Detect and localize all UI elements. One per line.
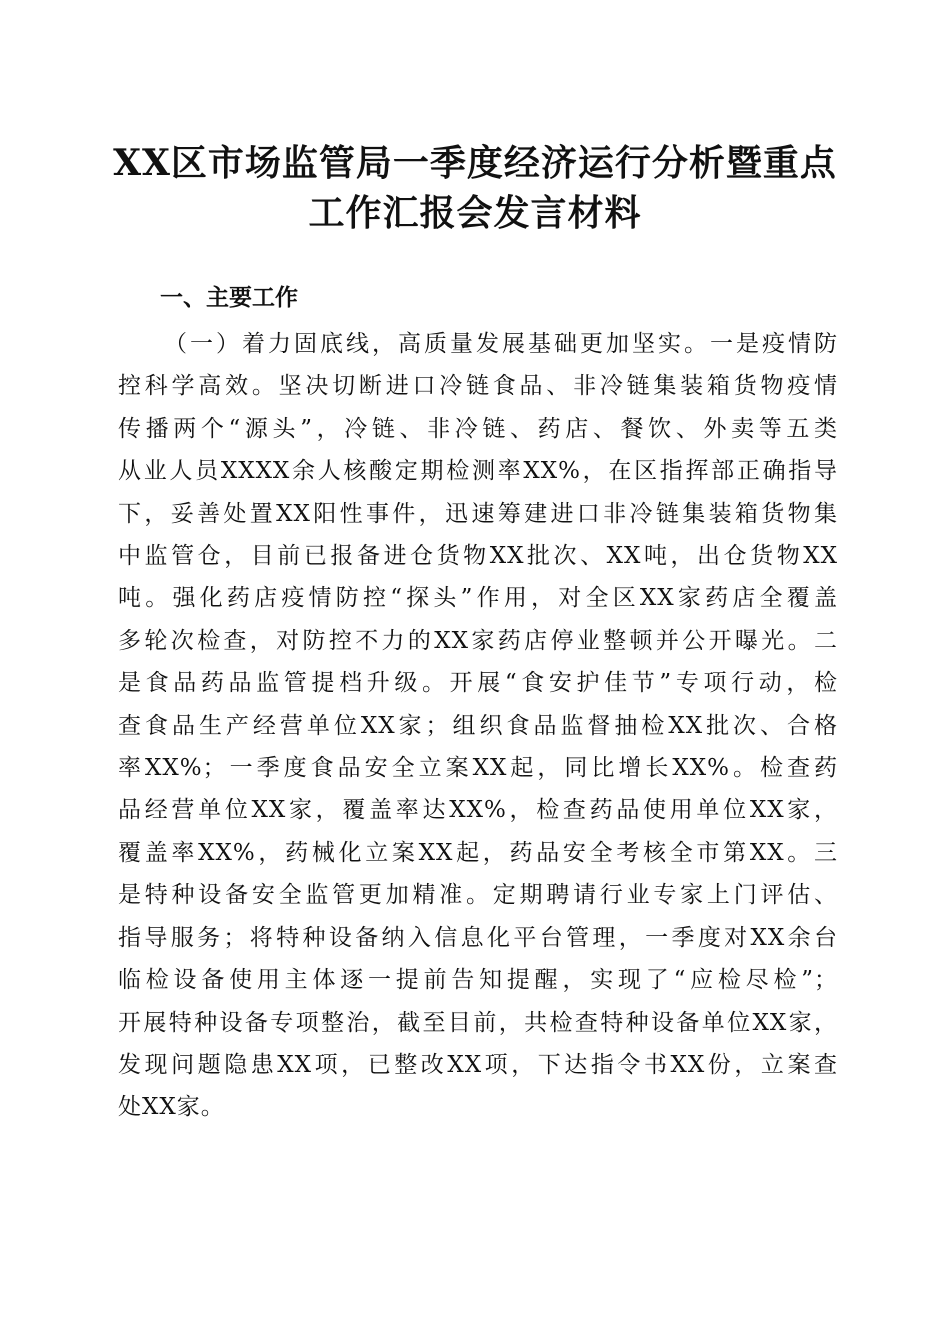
section-heading: 一、主要工作 [160, 285, 298, 311]
paragraph-line: 覆盖率XX%，药械化立案XX起，药品安全考核全市第XX。三 [118, 839, 838, 866]
paragraph-line: 下，妥善处置XX阳性事件，迅速筹建进口非冷链集装箱货物集 [118, 500, 838, 527]
paragraph-line: （一）着力固底线，高质量发展基础更加坚实。一是疫情防 [164, 331, 838, 357]
paragraph-line: 开展特种设备专项整治，截至目前，共检查特种设备单位XX家， [118, 1009, 838, 1036]
paragraph-line: 发现问题隐患XX项，已整改XX项，下达指令书XX份，立案查 [118, 1051, 838, 1078]
paragraph-line: 是食品药品监管提档升级。开展“食安护佳节”专项行动，检 [118, 670, 838, 697]
paragraph-line: 率XX%；一季度食品安全立案XX起，同比增长XX%。检查药 [118, 755, 838, 782]
title-line-2: 工作汇报会发言材料 [308, 192, 642, 234]
paragraph-line: 处XX家。 [118, 1094, 225, 1121]
paragraph-line: 多轮次检查，对防控不力的XX家药店停业整顿并公开曝光。二 [118, 627, 838, 654]
body-paragraph [118, 323, 838, 1129]
document-title [110, 138, 840, 238]
paragraph-line: 吨。强化药店疫情防控“探头”作用，对全区XX家药店全覆盖 [118, 585, 838, 612]
paragraph-line: 是特种设备安全监管更加精准。定期聘请行业专家上门评估、 [118, 882, 838, 909]
paragraph-line: 临检设备使用主体逐一提前告知提醒，实现了“应检尽检”； [118, 967, 838, 994]
paragraph-line: 中监管仓，目前已报备进仓货物XX批次、XX吨，出仓货物XX [118, 543, 838, 570]
paragraph-line: 指导服务；将特种设备纳入信息化平台管理，一季度对XX余台 [118, 924, 838, 951]
paragraph-line: 查食品生产经营单位XX家；组织食品监督抽检XX批次、合格 [118, 712, 838, 739]
paragraph-line: 控科学高效。坚决切断进口冷链食品、非冷链集装箱货物疫情 [118, 373, 838, 400]
paragraph-line: 品经营单位XX家，覆盖率达XX%，检查药品使用单位XX家， [118, 797, 838, 824]
paragraph-line: 从业人员XXXX余人核酸定期检测率XX%，在区指挥部正确指导 [118, 458, 838, 485]
paragraph-line: 传播两个“源头”，冷链、非冷链、药店、餐饮、外卖等五类 [118, 415, 838, 442]
title-line-1: XX区市场监管局一季度经济运行分析暨重点 [113, 142, 837, 184]
